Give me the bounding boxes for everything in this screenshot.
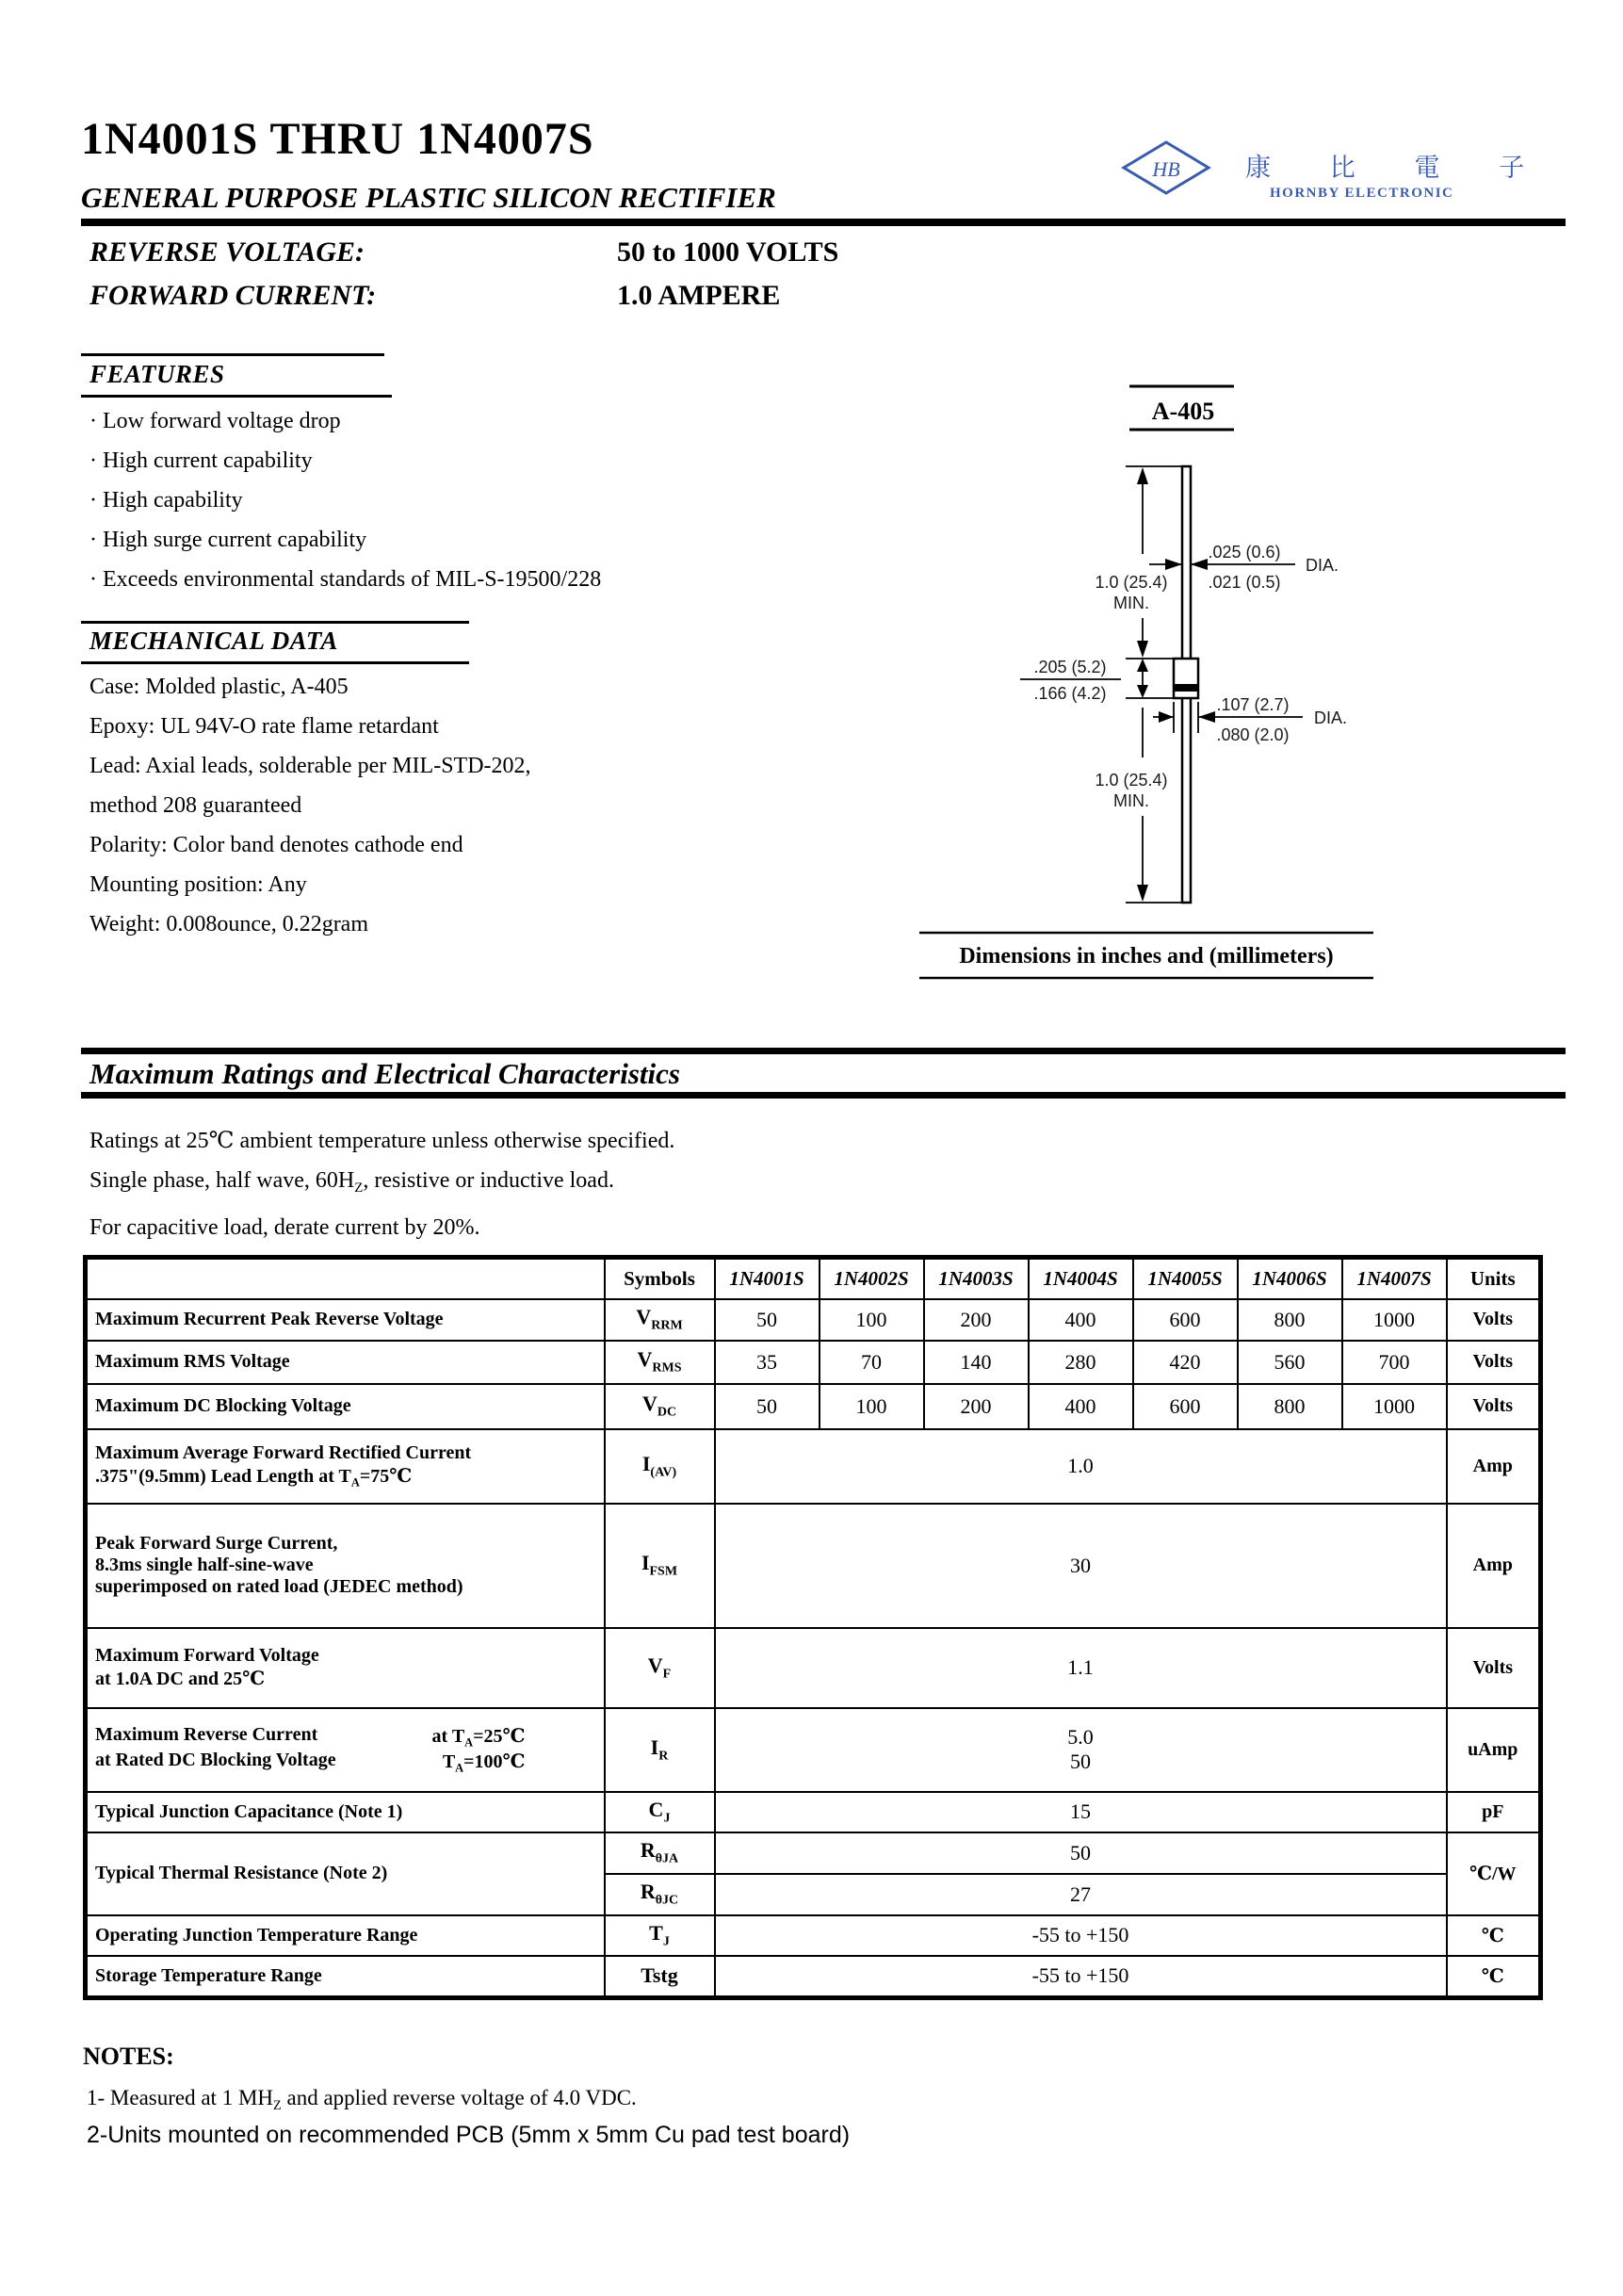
symbol-cell: $V_F$ [605, 1628, 715, 1708]
logo-monogram: HB [1152, 157, 1180, 181]
value-cell: 50 [715, 1832, 1447, 1874]
unit-cell: Volts [1447, 1384, 1541, 1429]
value-cell: 27 [715, 1874, 1447, 1915]
lead-dia-max-label: .025 (0.6) [1208, 543, 1281, 562]
value-cell: 140 [924, 1341, 1029, 1384]
lead-diameter-dimension [1149, 543, 1339, 592]
bottom-lead-length-label: 1.0 (25.4) [1095, 771, 1168, 790]
feature-item: · High capability [89, 480, 601, 520]
page-title: 1N4001S THRU 1N4007S [81, 114, 594, 164]
value-cell: 35 [715, 1341, 820, 1384]
mechanical-line: Case: Molded plastic, A-405 [89, 675, 349, 699]
part-col-header: 1N4003S [924, 1258, 1029, 1299]
mechanical-line: Lead: Axial leads, solderable per MIL-STD-202, [89, 754, 531, 778]
symbols-col-header: Symbols [605, 1258, 715, 1299]
mechanical-line: Polarity: Color band denotes cathode end [89, 833, 463, 857]
part-col-header: 1N4006S [1238, 1258, 1342, 1299]
value-cell: 50 [715, 1384, 820, 1429]
mechanical-line: method 208 guaranteed [89, 793, 302, 818]
param-cell: Typical Junction Capacitance (Note 1) [86, 1792, 605, 1832]
param-cell: Maximum DC Blocking Voltage [86, 1384, 605, 1429]
symbol-cell: $I_R$ [605, 1708, 715, 1792]
part-col-header: 1N4001S [715, 1258, 820, 1299]
feature-item: · High current capability [89, 441, 601, 480]
value-cell: 1.1 [715, 1628, 1447, 1708]
part-col-header: 1N4004S [1029, 1258, 1133, 1299]
feature-item: · Low forward voltage drop [89, 401, 601, 441]
part-col-header: 1N4002S [820, 1258, 924, 1299]
table-row-cj [86, 1792, 1541, 1832]
value-cell: -55 to +150 [715, 1956, 1447, 1998]
features-list [89, 401, 601, 599]
param-cell: Maximum RMS Voltage [86, 1341, 605, 1384]
mechanical-line: Epoxy: UL 94V-O rate flame retardant [89, 714, 439, 739]
symbol-cell: $V_{DC}$ [605, 1384, 715, 1429]
value-cell: 15 [715, 1792, 1447, 1832]
value-cell: 560 [1238, 1341, 1342, 1384]
table-row-tj [86, 1915, 1541, 1956]
body-len-max-label: .205 (5.2) [1033, 658, 1107, 676]
header-divider [81, 219, 1566, 226]
symbol-cell: $R_{\theta JA}$ [605, 1832, 715, 1874]
lead-dia-label: DIA. [1306, 556, 1339, 575]
unit-cell: ℃/W [1447, 1832, 1541, 1915]
body-length-dimension [1020, 658, 1148, 703]
param-col-header [86, 1258, 605, 1299]
top-lead-length-label: 1.0 (25.4) [1095, 573, 1168, 592]
param-cell: Typical Thermal Resistance (Note 2) [86, 1832, 605, 1915]
param-cell: Maximum Forward Voltage at 1.0A DC and 25℃ [86, 1628, 605, 1708]
value-cell: 50 [715, 1299, 820, 1341]
value-cell: 400 [1029, 1299, 1133, 1341]
diagram-caption [919, 933, 1373, 978]
bottom-lead-min-label: MIN. [1113, 791, 1149, 810]
page-subtitle: GENERAL PURPOSE PLASTIC SILICON RECTIFIER [81, 181, 776, 214]
ratings-bottom-rule [81, 1092, 1566, 1099]
value-cell: 600 [1133, 1299, 1238, 1341]
value-cell: 5.0 50 [715, 1708, 1447, 1792]
mechanical-line: Weight: 0.008ounce, 0.22gram [89, 912, 369, 936]
features-heading: FEATURES [89, 360, 225, 388]
table-row-ifsm [86, 1504, 1541, 1628]
note-2: 2-Units mounted on recommended PCB (5mm x 5mm Cu pad test board) [87, 2122, 851, 2148]
logo-company-name: HORNBY ELECTRONIC [1270, 186, 1454, 201]
diode-body [1174, 659, 1198, 698]
mechanical-underline [81, 661, 469, 664]
param-cell: Maximum Average Forward Rectified Current .375"(9.5mm) Lead Length at $T_A=75℃$ [86, 1429, 605, 1504]
symbol-cell: $V_{RMS}$ [605, 1341, 715, 1384]
symbol-cell: $I_{FSM}$ [605, 1504, 715, 1628]
forward-current-value: 1.0 AMPERE [617, 280, 781, 311]
table-header-row [86, 1258, 1541, 1299]
units-col-header: Units [1447, 1258, 1541, 1299]
body-dia-label: DIA. [1314, 708, 1348, 727]
value-cell: 280 [1029, 1341, 1133, 1384]
value-cell: 1.0 [715, 1429, 1447, 1504]
unit-cell: Amp [1447, 1504, 1541, 1628]
param-cell: Maximum Reverse Current at $T_A=25℃$ at Rated DC Blocking Voltage $T_A=100℃$ [86, 1708, 605, 1792]
unit-cell: Volts [1447, 1341, 1541, 1384]
body-dia-max-label: .107 (2.7) [1216, 695, 1290, 714]
part-col-header: 1N4007S [1342, 1258, 1447, 1299]
mechanical-top-rule [81, 621, 469, 624]
features-top-rule [81, 353, 384, 356]
body-dia-min-label: .080 (2.0) [1216, 725, 1290, 744]
param-cell: Operating Junction Temperature Range [86, 1915, 605, 1956]
package-diagram [902, 383, 1435, 990]
value-cell: 1000 [1342, 1384, 1447, 1429]
table-row-vdc [86, 1384, 1541, 1429]
unit-cell: ℃ [1447, 1956, 1541, 1998]
company-logo [1121, 139, 1211, 196]
ratings-top-rule [81, 1048, 1566, 1054]
value-cell: 800 [1238, 1299, 1342, 1341]
param-cell: Maximum Recurrent Peak Reverse Voltage [86, 1299, 605, 1341]
notes-heading: NOTES: [83, 2043, 174, 2070]
table-row-vrms [86, 1341, 1541, 1384]
forward-current-label: FORWARD CURRENT: [89, 280, 377, 311]
unit-cell: Volts [1447, 1628, 1541, 1708]
feature-item: · High surge current capability [89, 520, 601, 560]
condition-line: For capacitive load, derate current by 20%. [89, 1215, 480, 1241]
value-cell: 100 [820, 1299, 924, 1341]
hb-diamond-logo-icon [1121, 139, 1211, 196]
unit-cell: uAmp [1447, 1708, 1541, 1792]
param-cell: Peak Forward Surge Current, 8.3ms single half-sine-wave superimposed on rated load (JEDEC method) [86, 1504, 605, 1628]
condition-line: Ratings at 25℃ ambient temperature unless otherwise specified. [89, 1129, 675, 1153]
feature-item: · Exceeds environmental standards of MIL-S-19500/228 [89, 560, 601, 599]
dimensions-caption: Dimensions in inches and (millimeters) [959, 944, 1334, 969]
symbol-cell: $C_J$ [605, 1792, 715, 1832]
table-row-vrrm [86, 1299, 1541, 1341]
reverse-voltage-value: 50 to 1000 VOLTS [617, 236, 839, 268]
condition-line: Single phase, half wave, $60H_Z$, resistive or inductive load. [89, 1168, 614, 1197]
table-row-ir [86, 1708, 1541, 1792]
symbol-cell: $R_{\theta JC}$ [605, 1874, 715, 1915]
value-cell: 420 [1133, 1341, 1238, 1384]
symbol-cell: $V_{RRM}$ [605, 1299, 715, 1341]
logo-cjk-text: 康 比 電 子 [1245, 154, 1551, 182]
unit-cell: pF [1447, 1792, 1541, 1832]
ratings-table [83, 1255, 1543, 2000]
value-cell: 800 [1238, 1384, 1342, 1429]
table-row-vf [86, 1628, 1541, 1708]
mechanical-line: Mounting position: Any [89, 872, 307, 897]
ratings-heading: Maximum Ratings and Electrical Characteristics [89, 1057, 680, 1090]
value-cell: 70 [820, 1341, 924, 1384]
features-underline [81, 395, 392, 398]
param-cell: Storage Temperature Range [86, 1956, 605, 1998]
value-cell: 400 [1029, 1384, 1133, 1429]
lead-dia-min-label: .021 (0.5) [1208, 573, 1281, 592]
mechanical-list [89, 667, 531, 944]
cathode-band [1174, 684, 1198, 692]
value-cell: 100 [820, 1384, 924, 1429]
symbol-cell: $I_{(AV)}$ [605, 1429, 715, 1504]
value-cell: 1000 [1342, 1299, 1447, 1341]
package-name: A-405 [1151, 398, 1215, 425]
value-cell: -55 to +150 [715, 1915, 1447, 1956]
top-lead-min-label: MIN. [1113, 594, 1149, 612]
symbol-cell: $T_J$ [605, 1915, 715, 1956]
value-cell: 30 [715, 1504, 1447, 1628]
unit-cell: ℃ [1447, 1915, 1541, 1956]
table-row-iav [86, 1429, 1541, 1504]
table-row-tstg [86, 1956, 1541, 1998]
part-col-header: 1N4005S [1133, 1258, 1238, 1299]
unit-cell: Volts [1447, 1299, 1541, 1341]
ratings-conditions [89, 1121, 674, 1247]
top-lead-length-dimension [1095, 467, 1167, 658]
reverse-voltage-label: REVERSE VOLTAGE: [89, 236, 365, 268]
value-cell: 600 [1133, 1384, 1238, 1429]
symbol-cell: Tstg [605, 1956, 715, 1998]
note-1: 1- Measured at 1 $MH_Z$ and applied reverse voltage of 4.0 VDC. [87, 2086, 637, 2113]
unit-cell: Amp [1447, 1429, 1541, 1504]
value-cell: 700 [1342, 1341, 1447, 1384]
bottom-lead-length-dimension [1095, 708, 1167, 902]
body-len-min-label: .166 (4.2) [1033, 684, 1107, 703]
table-row-rthja [86, 1832, 1541, 1874]
mechanical-heading: MECHANICAL DATA [89, 627, 338, 655]
value-cell: 200 [924, 1299, 1029, 1341]
value-cell: 200 [924, 1384, 1029, 1429]
package-outline-drawing [902, 383, 1435, 985]
